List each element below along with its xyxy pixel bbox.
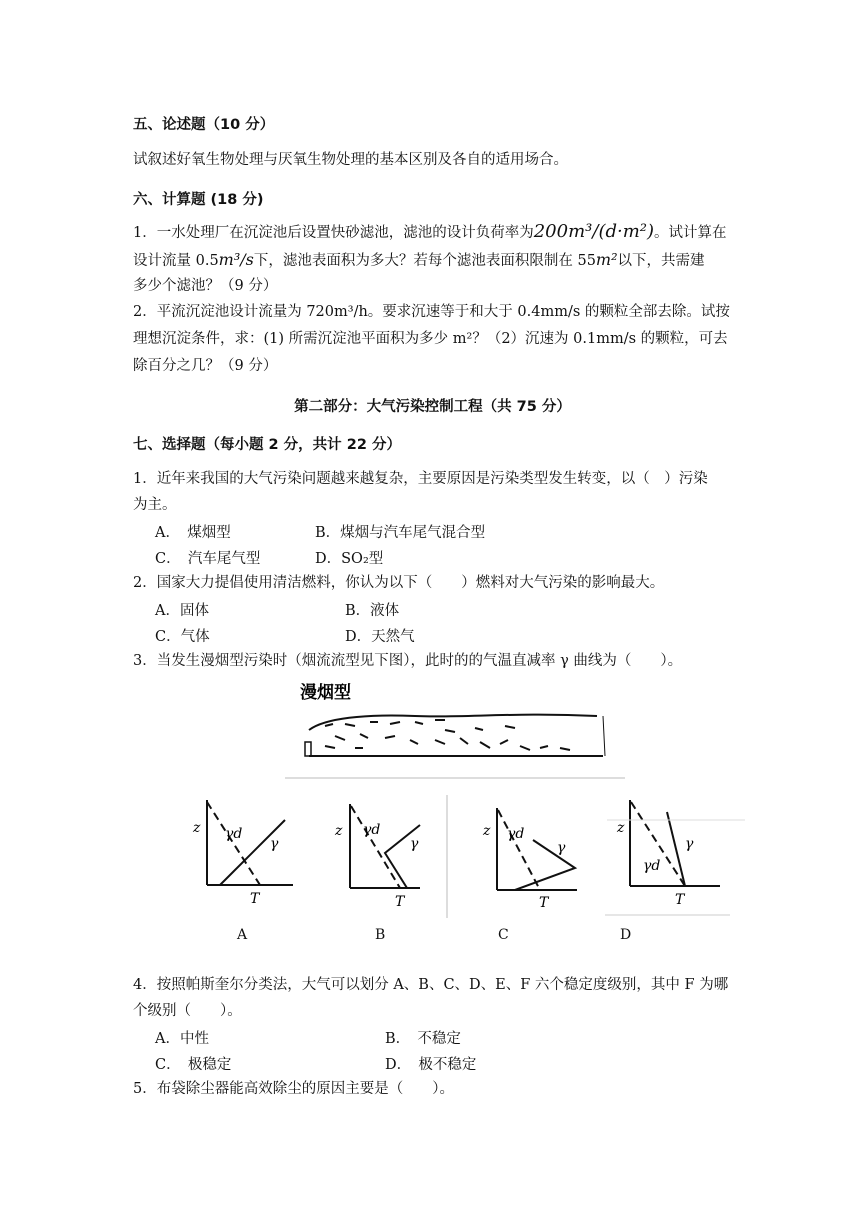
q6-1-line3: 多少个滤池？（9 分）: [133, 278, 278, 294]
diagram-label-d: D: [620, 927, 632, 943]
diagram-d-gamma: γ: [685, 836, 694, 852]
section-5-heading: 五、论述题（10 分）: [133, 117, 275, 133]
q7-1-option-a: A． 煤烟型: [155, 525, 231, 541]
q7-1-option-c: C． 汽车尾气型: [155, 551, 261, 567]
diagram-a-z: z: [193, 820, 201, 836]
q7-2-option-c: C．气体: [155, 629, 210, 645]
q7-1-line2: 为主。: [133, 497, 177, 513]
q7-4-option-c: C． 极稳定: [155, 1057, 232, 1073]
part-2-title: 第二部分：大气污染控制工程（共 75 分）: [294, 399, 571, 415]
q6-1-text-d: 下，滤池表面积为多大？若每个滤池表面积限制在 55: [253, 253, 596, 269]
q7-2-option-d: D．天然气: [345, 629, 415, 645]
q7-4-line1: 4．按照帕斯奎尔分类法，大气可以划分 A、B、C、D、E、F 六个稳定度级别，其中 F 为哪: [133, 977, 729, 993]
section-5-text: 试叙述好氧生物处理与厌氧生物处理的基本区别及各自的适用场合。: [133, 152, 568, 168]
q6-2-line2: 理想沉淀条件，求：(1) 所需沉淀池平面积为多少 m²？（2）沉速为 0.1mm/s 的颗粒，可去: [133, 331, 728, 347]
q6-2-line3: 除百分之几？（9 分）: [133, 358, 278, 374]
q6-1-text-c: 设计流量 0.5: [133, 253, 219, 269]
diagram-a-T: T: [250, 891, 260, 907]
q7-4-option-d: D． 极不稳定: [385, 1057, 477, 1073]
diagram-d-z: z: [617, 820, 625, 836]
fumigation-plume-figure: [285, 678, 625, 783]
q6-1-formula: 200m³/(d·m²): [533, 221, 655, 242]
q6-1-line2: [133, 250, 705, 271]
q6-1-formula3: m²: [595, 250, 618, 269]
diagram-c-T: T: [539, 895, 549, 911]
diagram-c-gamma-d: γd: [507, 826, 525, 842]
q7-2-option-a: A．固体: [155, 603, 209, 619]
diagram-d-gamma-d: γd: [643, 858, 661, 874]
diagram-a-gamma: γ: [270, 836, 279, 852]
q7-3-line1: 3．当发生漫烟型污染时（烟流流型见下图），此时的的气温直减率 γ 曲线为（ ）。: [133, 653, 683, 669]
figure-title: 漫烟型: [300, 683, 351, 703]
diagram-label-a: A: [237, 927, 248, 943]
section-6-heading: 六、计算题 (18 分): [133, 192, 264, 208]
diagram-a-gamma-d: γd: [225, 826, 243, 842]
q6-1-line1: [133, 222, 727, 243]
q7-4-option-a: A．中性: [155, 1031, 209, 1047]
q7-1-option-b: B．煤烟与汽车尾气混合型: [315, 525, 486, 541]
section-7-heading: 七、选择题（每小题 2 分，共计 22 分）: [133, 437, 401, 453]
diagram-d-T: T: [675, 892, 685, 908]
diagram-b-gamma: γ: [410, 836, 419, 852]
q7-2-option-b: B．液体: [345, 603, 400, 619]
diagram-b-z: z: [335, 823, 343, 839]
q7-2-line1: 2．国家大力提倡使用清洁燃料，你认为以下（ ）燃料对大气污染的影响最大。: [133, 575, 665, 591]
diagram-b-T: T: [395, 894, 405, 910]
q7-5-line1: 5．布袋除尘器能高效除尘的原因主要是（ ）。: [133, 1081, 454, 1097]
q6-1-text-a: 1．一水处理厂在沉淀池后设置快砂滤池，滤池的设计负荷率为: [133, 225, 534, 241]
q6-1-text-e: 以下，共需建: [617, 253, 705, 269]
diagram-b-gamma-d: γd: [363, 822, 381, 838]
diagram-label-c: C: [498, 927, 509, 943]
lapse-rate-diagrams: [185, 790, 745, 920]
q6-1-text-b: 。试计算在: [654, 225, 727, 241]
q7-1-line1: 1．近年来我国的大气污染问题越来越复杂，主要原因是污染类型发生转变，以（ ）污染: [133, 471, 708, 487]
q7-1-option-d: D．SO₂型: [315, 551, 384, 567]
diagram-c-z: z: [483, 823, 491, 839]
q7-4-option-b: B． 不稳定: [385, 1031, 461, 1047]
diagram-label-b: B: [375, 927, 386, 943]
q6-2-line1: 2．平流沉淀池设计流量为 720m³/h。要求沉速等于和大于 0.4mm/s 的颗粒全部去除。试按: [133, 304, 730, 320]
q7-4-line2: 个级别（ ）。: [133, 1003, 242, 1019]
q6-1-formula2: m³/s: [218, 250, 254, 269]
diagram-c-gamma: γ: [557, 840, 566, 856]
